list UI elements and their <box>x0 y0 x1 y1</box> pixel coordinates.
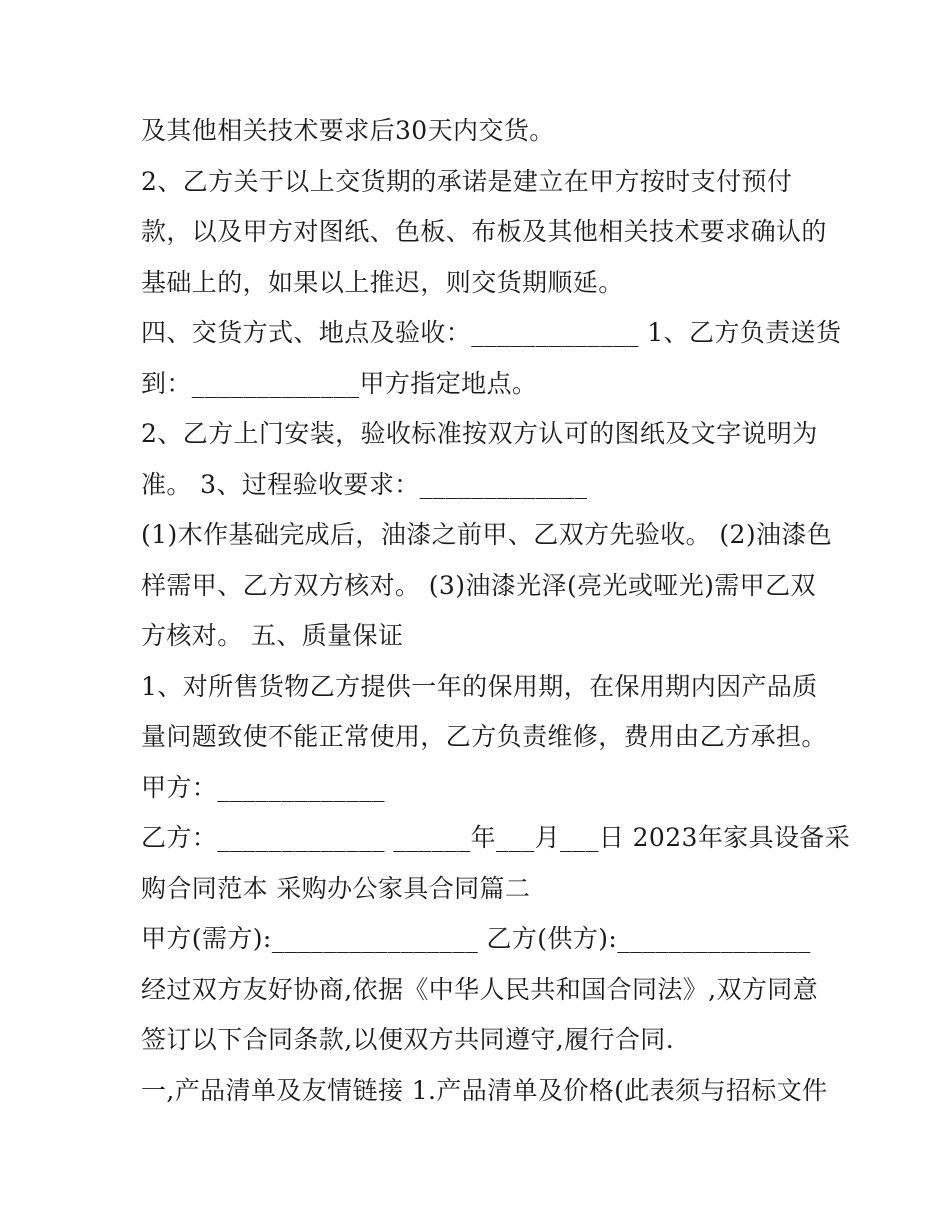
text-line: 准。 3、过程验收要求：_____________ <box>141 469 588 499</box>
text-line: 样需甲、乙方双方核对。 (3)油漆光泽(亮光或哑光)需甲乙双 <box>141 570 816 600</box>
text-line: 2、乙方关于以上交货期的承诺是建立在甲方按时支付预付 <box>141 166 793 196</box>
text-line: 1、对所售货物乙方提供一年的保用期，在保用期内因产品质 <box>141 671 818 701</box>
text-line: 一,产品清单及友情链接 1.产品清单及价格(此表须与招标文件 <box>141 1075 828 1105</box>
text-line: 甲方：_____________ <box>141 772 385 802</box>
text-line: 甲方(需方):________________ 乙方(供方):_______________ <box>141 924 811 953</box>
text-line: 签订以下合同条款,以便双方共同遵守,履行合同. <box>141 1025 675 1054</box>
text-line: (1)木作基础完成后，油漆之前甲、乙双方先验收。 (2)油漆色 <box>141 520 833 549</box>
text-line: 经过双方友好协商,依据《中华人民共和国合同法》,双方同意 <box>141 974 819 1004</box>
text-line: 及其他相关技术要求后30天内交货。 <box>141 116 555 145</box>
text-line: 购合同范本 采购办公家具合同篇二 <box>141 873 531 903</box>
text-line: 2、乙方上门安装，验收标准按双方认可的图纸及文字说明为 <box>141 419 818 448</box>
text-line: 乙方：_____________ ______年___月___日 2023年家具设备采 <box>141 823 851 852</box>
text-line: 到：_____________甲方指定地点。 <box>141 368 538 398</box>
text-line: 方核对。 五、质量保证 <box>141 621 404 650</box>
text-line: 基础上的，如果以上推迟，则交货期顺延。 <box>141 267 624 297</box>
text-line: 四、交货方式、地点及验收：_____________ 1、乙方负责送货 <box>141 318 842 347</box>
text-line: 款，以及甲方对图纸、色板、布板及其他相关技术要求确认的 <box>141 217 827 246</box>
text-line: 量问题致使不能正常使用，乙方负责维修，费用由乙方承担。 <box>141 722 827 751</box>
contract-text <box>141 108 851 1118</box>
